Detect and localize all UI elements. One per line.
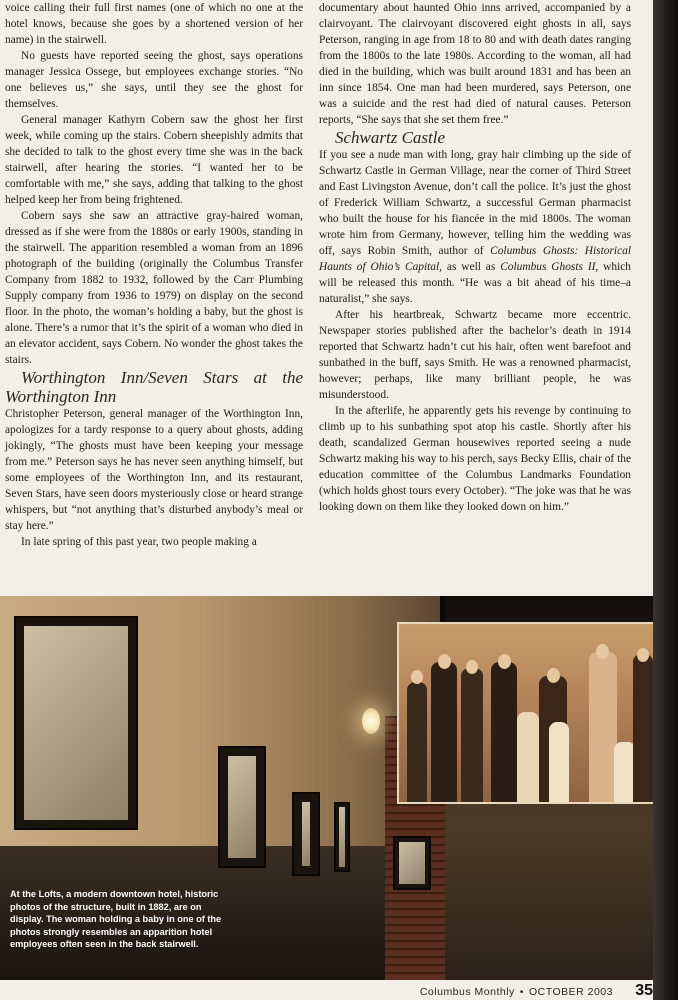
intro-text-a: If you see a nude man with long, gray hair climbing up the side of Schwartz Castle in German Village, near the corner of Third Street and East Livingston Avenue, don’t call the police. It’s just the ghost of Frederick William Schwartz, a successful German pharmacist who built the house for his fiancée in the mid 1800s. The woman wrote him from Germany, however, telling him the wedding was off, says Robin Smith, author of (319, 149, 631, 257)
intro-text-b: as well as (442, 261, 501, 273)
issue-date: OCTOBER 2003 (528, 986, 613, 998)
page-spine-edge (653, 0, 678, 1000)
historic-figure-head (596, 644, 609, 659)
historic-figure-head (411, 670, 423, 684)
hotel-hallway-photo (0, 596, 653, 980)
historic-group-photo-inset (397, 622, 653, 804)
framed-photo-small (292, 792, 320, 876)
footer-separator: • (519, 986, 524, 998)
historic-figure-head (466, 660, 478, 674)
historic-figure (431, 662, 457, 802)
photo-caption: At the Lofts, a modern downtown hotel, historic photos of the structure, built in 1882, are on display. The woman holding a baby in one of the photos strongly resembles an apparition hotel employees often seen in the back stairwell. (10, 889, 222, 950)
historic-figure (407, 682, 427, 802)
historic-figure-head (438, 654, 451, 669)
body-paragraph: No guests have reported seeing the ghost, says operations manager Jessica Ossege, but employees exchange stories. “No one believes us,” she says, until they see the ghost for themselves. (5, 50, 303, 110)
body-paragraph: Christopher Peterson, general manager of the Worthington Inn, apologizes for a tardy response to a query about ghosts, adding jokingly, “The ghosts must have been keeping your message from me.” Peterson says he has never seen anything himself, but some employees of the Worthington Inn, and its restaurant, Seven Stars, have seen doors mysteriously close or heard strange whispers, but “not anything that’s disturbed anybody’s meal or stay here.” (5, 408, 303, 532)
historic-figure-apron (549, 722, 569, 802)
publication-name: Columbus Monthly (419, 986, 515, 998)
body-paragraph-intro (319, 147, 631, 307)
body-paragraph: documentary about haunted Ohio inns arrived, accompanied by a clairvoyant. The clairvoyant discovered eight ghosts in all, says Peterson, ranging in age from 18 to 80 and with death dates ranging from the 1800s to the late 1980s. According to the woman, all had died in the building, which was built around 1831 and has been an inn since 1854. One man had been murdered, says Peterson, one was a suicide and the rest had died of natural causes. Peterson reports, “She says that she set them free.” (319, 2, 631, 126)
framed-photo-far (334, 802, 350, 872)
book-title-columbus-ghosts-ii: Columbus Ghosts II, (500, 261, 599, 273)
body-paragraph: In the afterlife, he apparently gets his revenge by continuing to climb up to his sunbathing spot atop his castle. Shortly after his death, scandalized German housewives reported seeing a nude Schwartz making his way to his perch, says Becky Ellis, chair of the education committee of the Columbus Landmarks Foundation (which holds ghost tours every October). “The joke was that he was looking down on them like they looked down on him.” (319, 405, 631, 513)
footer-publication (420, 986, 613, 998)
framed-photo-image (399, 842, 425, 884)
historic-figure-head (637, 648, 649, 662)
historic-figure (589, 652, 617, 802)
historic-figure-head (498, 654, 511, 669)
historic-figure (491, 662, 517, 802)
historic-figure (461, 668, 483, 802)
right-column (319, 0, 631, 515)
section-heading-worthington-inn: Worthington Inn/Seven Stars at the Worthington Inn (5, 368, 303, 406)
framed-photo-large (14, 616, 138, 830)
framed-photo-image (302, 802, 310, 866)
historic-figure-baby (517, 712, 539, 802)
book-title-columbus-ghosts: Columbus Ghosts: Historical Haunts of Ohio’s Capital, (319, 245, 631, 273)
framed-photo-medium (218, 746, 266, 868)
body-paragraph: After his heartbreak, Schwartz became more eccentric. Newspaper stories published after the bachelor’s death in 1914 reported that Schwartz hadn’t cut his hair, often went barefoot and sunbathed in the buff, says Smith. He was a renowned pharmacist, however; perhaps, like many brilliant people, he was misunderstood. (319, 309, 631, 401)
framed-photo-image (24, 626, 128, 820)
page-footer (0, 984, 653, 1000)
body-paragraph: voice calling their full first names (one of which no one at the hotel knows, because she goes by a shortened version of her name) in the stairwell. (5, 2, 303, 46)
body-paragraph: General manager Kathyrn Cobern saw the ghost her first week, while coming up the stairs. Cobern sheepishly admits that she decided to talk to the ghost every time she was in the back stairwell, after hearing the stories. “I wanted her to be comfortable with me,” she says, adding that talking to the ghost helped keep her from being frightened. (5, 114, 303, 206)
framed-photo-image (339, 807, 345, 867)
page-number: 35 (635, 982, 653, 999)
ceiling-light (362, 708, 380, 734)
framed-photo-end (393, 836, 431, 890)
historic-figure (633, 654, 653, 802)
body-paragraph: Cobern says she saw an attractive gray-haired woman, dressed as if she were from the 1880s or early 1900s, standing in the stairwell. The apparition resembled a woman from an 1896 photograph of the building (originally the Columbus Transfer Company from 1882 to 1932, followed by the Carr Plumbing Supply company from 1936 to 1979) on display on the second floor. In the photo, the woman’s holding a baby, but the ghost is alone. There’s a rumor that it’s the spirit of a woman who died in an elevator accident, says Cobern. No wonder the ghost takes the stairs. (5, 210, 303, 366)
section-heading-schwartz-castle: Schwartz Castle (335, 128, 446, 147)
body-paragraph: In late spring of this past year, two people making a (21, 536, 257, 548)
left-column (5, 0, 303, 550)
historic-figure-head (547, 668, 560, 683)
intro-text-c: which will be released this month. “He was a bit ahead of his time–a naturalist,” she says. (319, 261, 631, 305)
framed-photo-image (228, 756, 256, 858)
